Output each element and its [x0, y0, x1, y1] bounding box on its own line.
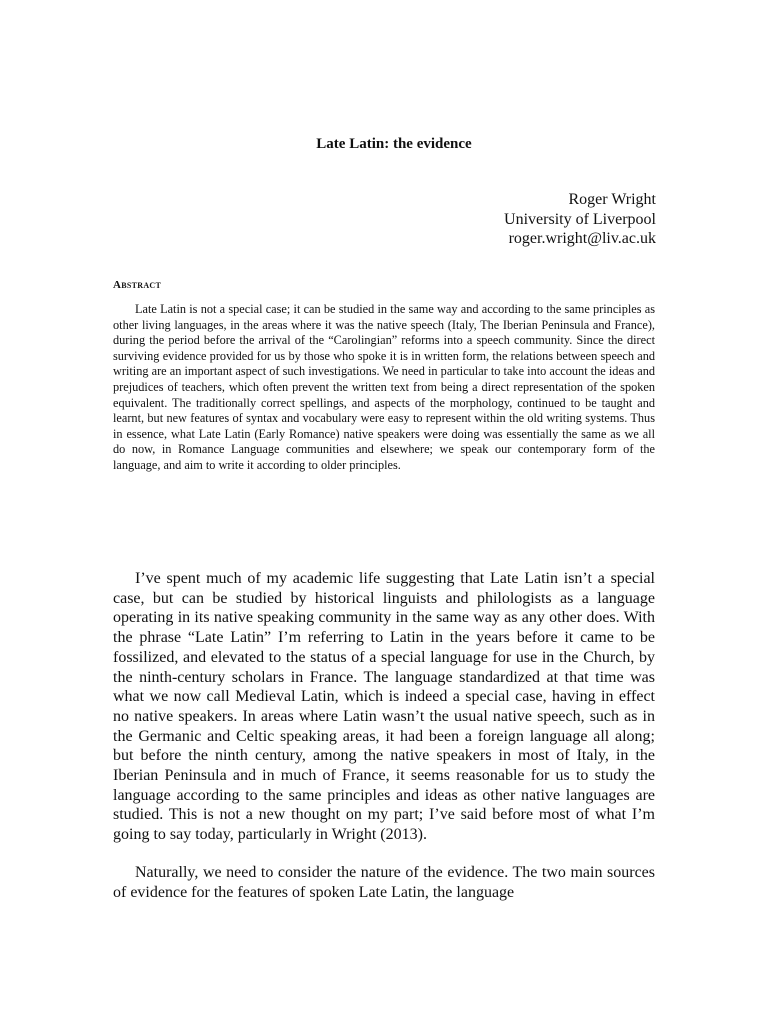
paper-title: Late Latin: the evidence [316, 136, 472, 152]
abstract-text: Late Latin is not a special case; it can be studied in the same way and according to the same principles as other living languages, in the areas where it was the native speech (Italy, The Iberian Peninsula and France), during the period before the arrival of the “Carolingian” reforms into a speech community. Since the direct surviving evidence provided for us by those who spoke it is in written form, the relations between speech and writing are an important aspect of such investigations. We need in particular to take into account the ideas and prejudices of teachers, which often prevent the written text from being a direct representation of the spoken equivalent. The traditionally correct spellings, and aspects of the morphology, continued to be taught and learnt, but new features of syntax and vocabulary were easy to represent within the old writing systems. Thus in essence, what Late Latin (Early Romance) native speakers were doing was essentially the same as we all do now, in Romance Language communities and elsewhere; we speak our contemporary form of the language, and aim to write it according to older principles. [113, 302, 655, 472]
author-email: roger.wright@liv.ac.uk [508, 230, 656, 247]
body-paragraph-1: I’ve spent much of my academic life suggesting that Late Latin isn’t a special case, but can be studied by historical linguists and philologists as a language operating in its native speaking community in the same way as any other does. With the phrase “Late Latin” I’m referring to Latin in the years before it came to be fossilized, and elevated to the status of a special language for use in the Church, by the ninth-century scholars in France. The language standardized at that time was what we now call Medieval Latin, which is indeed a special case, having in effect no native speakers. In areas where Latin wasn’t the usual native speech, such as in the Germanic and Celtic speaking areas, it had been a foreign language all along; but before the ninth century, among the native speakers in most of Italy, in the Iberian Peninsula and in much of France, it seems reasonable for us to study the language according to the same principles and ideas as other native languages are studied. This is not a new thought on my part; I’ve said before most of what I’m going to say today, particularly in Wright (2013). [113, 570, 655, 844]
author-affiliation: University of Liverpool [504, 210, 656, 228]
abstract-heading: Abstract [113, 279, 162, 291]
author-block [504, 190, 656, 249]
author-name: Roger Wright [568, 191, 656, 208]
body-paragraph-2: Naturally, we need to consider the nature of the evidence. The two main sources of evidence for the features of spoken Late Latin, the language [113, 864, 655, 901]
